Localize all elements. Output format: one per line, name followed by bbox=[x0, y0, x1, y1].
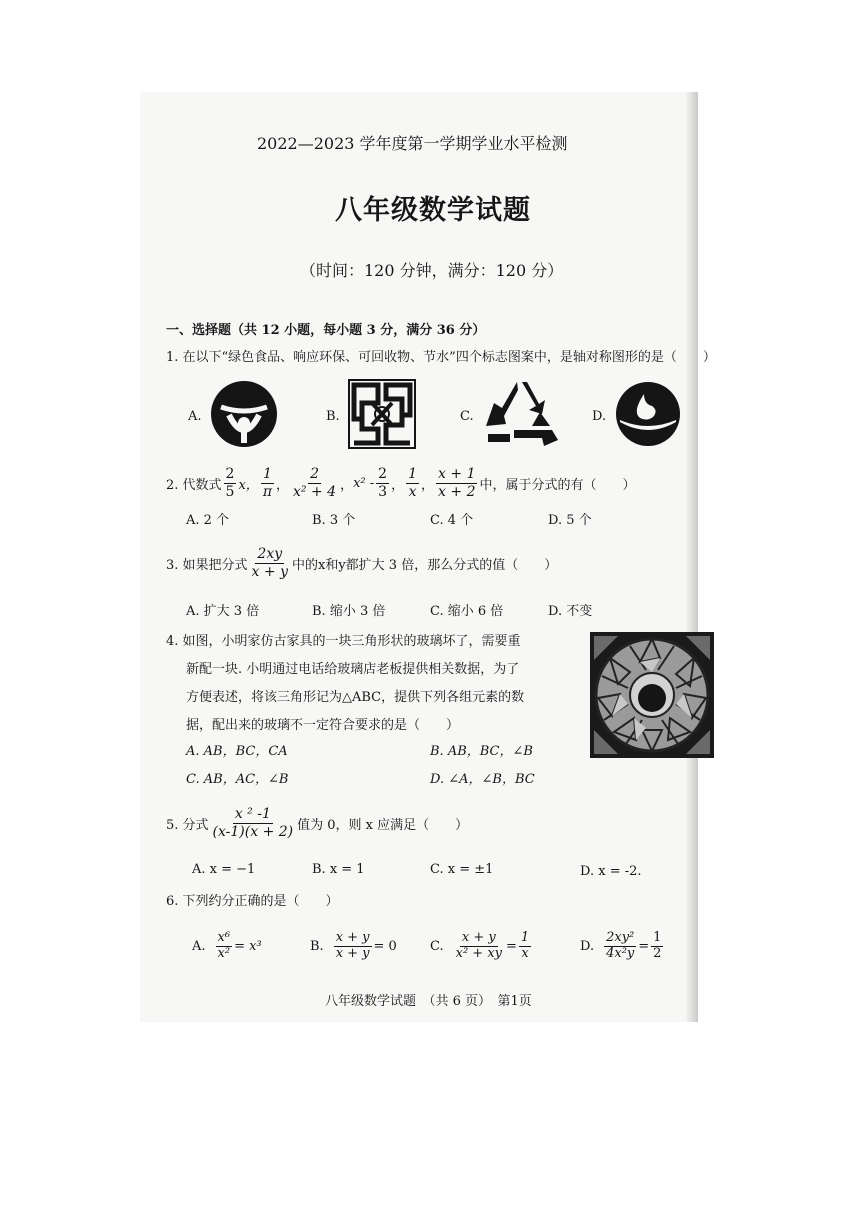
q4-option-c: C. AB，AC，∠B bbox=[186, 772, 289, 787]
q5-fraction: $\frac{\text{x ² -1}}{(x-1)(x + 2)}$ bbox=[212, 806, 294, 840]
question-3 bbox=[166, 542, 557, 584]
q6-option-d: D. $\frac{\text{2xy²}}{\text{4x²y}}$ = $\frac{1}{2}$ bbox=[580, 929, 662, 961]
q6-a-rhs: = x³ bbox=[234, 938, 262, 954]
q6-d-rhs-fraction: $\frac{1}{2}$ bbox=[653, 929, 662, 961]
q1-label-b: B. bbox=[326, 409, 340, 424]
q5-option-a: A. x = −1 bbox=[192, 862, 256, 877]
year-line: 2022—2023 学年度第一学期学业水平检测 bbox=[257, 134, 568, 153]
q2-option-c: C. 4 个 bbox=[430, 513, 474, 528]
q5-prefix: 5. 分式 bbox=[166, 817, 209, 833]
page-edge-shadow bbox=[686, 92, 698, 1022]
q2-expr-1: $\frac{2}{5}$ bbox=[225, 466, 235, 500]
q6-option-c: C. $\frac{x + y}{\text{x² + xy}}$ = $\frac{1}{x}$ bbox=[430, 929, 530, 961]
q2-expr-2: $\frac{1}{\pi}$ bbox=[262, 466, 273, 500]
q2-suffix: 中，属于分式的有（ ） bbox=[479, 477, 636, 493]
q1-label-d: D. bbox=[592, 409, 607, 424]
q5-option-b: B. x = 1 bbox=[312, 862, 365, 877]
q2-expr-6: $\frac{x + 1}{x + 2}$ bbox=[438, 466, 476, 500]
q6-option-b: B. $\frac{x + y}{x + y}$ = 0 bbox=[310, 929, 397, 961]
q5-option-c: C. x = ±1 bbox=[430, 862, 494, 877]
q2-option-a: A. 2 个 bbox=[186, 513, 230, 528]
q3-option-c: C. 缩小 6 倍 bbox=[430, 604, 504, 619]
q2-expr-2-after: ， bbox=[276, 477, 290, 493]
q4-option-d: D. ∠A，∠B，BC bbox=[430, 772, 535, 787]
q4-line-2: 新配一块. 小明通过电话给玻璃店老板提供相关数据，为了 bbox=[186, 662, 520, 677]
q3-suffix: 中的x和y都扩大 3 倍，那么分式的值（ ） bbox=[291, 557, 558, 573]
q2-expr-5: $\frac{1}{x}$ bbox=[408, 466, 418, 500]
q5-option-d: D. x = -2. bbox=[580, 864, 642, 879]
page-footer: 八年级数学试题 （共 6 页） 第1页 bbox=[325, 994, 532, 1009]
q6-a-fraction: $\frac{\text{x⁶}}{\text{x²}}$ bbox=[217, 929, 231, 961]
q2-expr-4: $\frac{2}{3}$ bbox=[378, 466, 388, 500]
q6-b-rhs: = 0 bbox=[373, 938, 397, 954]
q4-option-a: A. AB，BC，CA bbox=[186, 744, 288, 759]
q3-option-b: B. 缩小 3 倍 bbox=[312, 604, 386, 619]
water-saving-logo-icon bbox=[614, 380, 682, 448]
q3-fraction: $\frac{2xy}{x + y}$ bbox=[251, 546, 288, 580]
environmental-logo-icon bbox=[348, 379, 416, 449]
recycle-logo-icon bbox=[482, 378, 562, 448]
q4-line-4: 据，配出来的玻璃不一定符合要求的是（ ） bbox=[186, 718, 460, 733]
question-5 bbox=[166, 800, 468, 846]
q2-expr-4-pre: x² - bbox=[353, 475, 375, 491]
q1-label-c: C. bbox=[460, 409, 474, 424]
q2-expr-4-after: ， bbox=[391, 477, 405, 493]
q2-prefix: 2. 代数式 bbox=[166, 477, 222, 493]
q2-expr-5-after: ， bbox=[421, 477, 435, 493]
green-food-logo-icon bbox=[209, 379, 279, 449]
q1-label-a: A. bbox=[188, 409, 202, 424]
q6-d-fraction: $\frac{\text{2xy²}}{\text{4x²y}}$ bbox=[606, 929, 635, 961]
q2-option-d: D. 5 个 bbox=[548, 513, 592, 528]
q4-line-3: 方便表述，将该三角形记为△ABC，提供下列各组元素的数 bbox=[186, 690, 525, 705]
q6-option-a: A. $\frac{\text{x⁶}}{\text{x²}}$ = x³ bbox=[192, 929, 262, 961]
q2-expr-1-after: x， bbox=[238, 477, 259, 493]
page-title: 八年级数学试题 bbox=[335, 195, 531, 226]
q6-c-rhs-fraction: $\frac{1}{x}$ bbox=[520, 929, 530, 961]
question-6-stem: 6. 下列约分正确的是（ ） bbox=[166, 894, 339, 909]
question-1-stem: 1. 在以下“绿色食品、响应环保、可回收物、节水”四个标志图案中，是轴对称图形的是（ ） bbox=[166, 350, 716, 365]
stained-glass-pattern-icon bbox=[590, 632, 714, 758]
q2-expr-3-after: ， bbox=[340, 477, 354, 493]
q2-expr-3: $\frac{2}{\text{x² + 4}}$ bbox=[293, 466, 337, 500]
q6-c-eq: = bbox=[506, 938, 517, 954]
q4-line-1: 4. 如图，小明家仿古家具的一块三角形状的玻璃坏了，需要重 bbox=[166, 634, 521, 649]
time-info: （时间：120 分钟，满分：120 分） bbox=[300, 261, 564, 280]
q3-prefix: 3. 如果把分式 bbox=[166, 557, 248, 573]
q5-suffix: 值为 0，则 x 应满足（ ） bbox=[297, 817, 469, 833]
q2-option-b: B. 3 个 bbox=[312, 513, 356, 528]
q6-d-eq: = bbox=[638, 938, 650, 954]
q6-c-fraction: $\frac{x + y}{\text{x² + xy}}$ bbox=[455, 929, 503, 961]
q4-option-b: B. AB，BC，∠B bbox=[430, 744, 533, 759]
q6-b-fraction: $\frac{x + y}{x + y}$ bbox=[335, 929, 370, 961]
question-2 bbox=[166, 462, 636, 504]
section-heading: 一、选择题（共 12 小题，每小题 3 分，满分 36 分） bbox=[166, 323, 486, 338]
q3-option-a: A. 扩大 3 倍 bbox=[186, 604, 260, 619]
q3-option-d: D. 不变 bbox=[548, 604, 593, 619]
